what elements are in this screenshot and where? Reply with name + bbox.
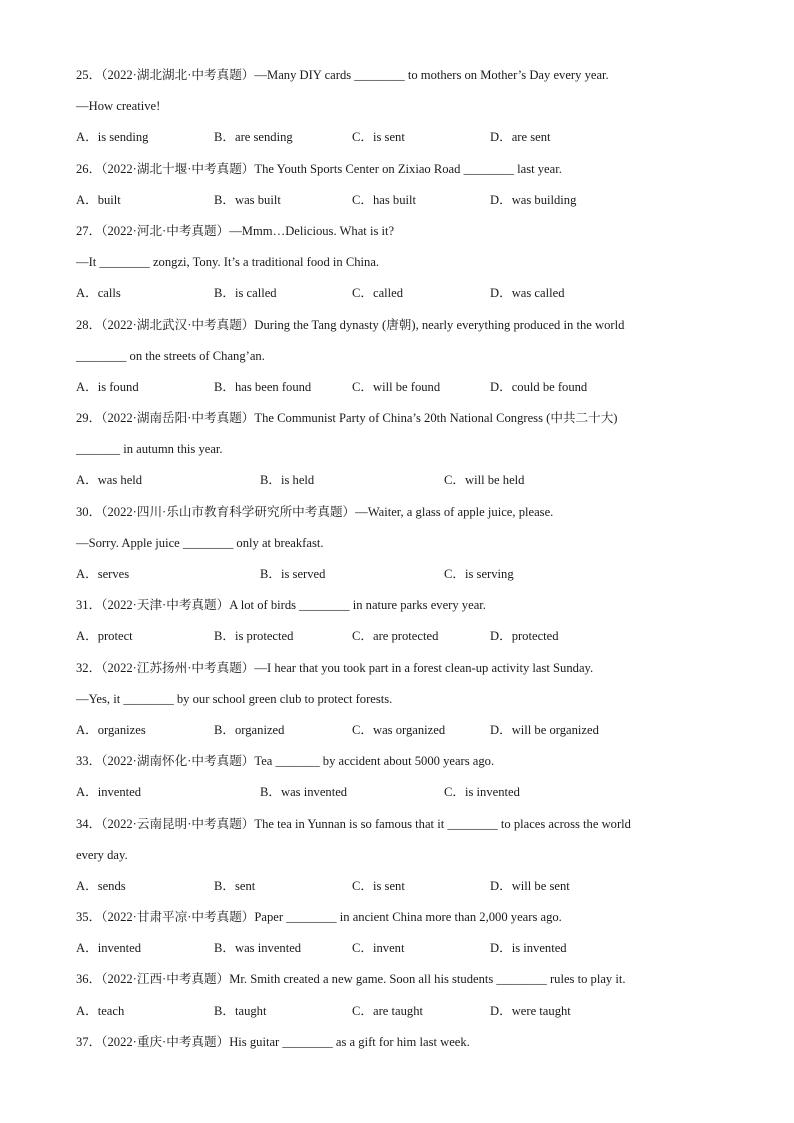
question-stem: 27．（2022·河北·中考真题）—Mmm…Delicious. What is it? (76, 223, 395, 238)
question-33 (76, 746, 716, 808)
option-b: B．are sending (214, 130, 293, 145)
option-a: A．teach (76, 1003, 125, 1018)
question-stem: 35．（2022·甘肃平凉·中考真题）Paper ________ in ancient China more than 2,000 years ago. (76, 910, 562, 925)
option-a: A．serves (76, 567, 130, 581)
option-b: B．has been found (214, 379, 312, 394)
option-b: B．was built (214, 192, 281, 207)
option-d: D．was building (490, 192, 577, 207)
option-c: C．is sent (352, 130, 405, 145)
option-b: B．organized (214, 722, 285, 737)
option-d: D．protected (490, 629, 559, 644)
option-c: C．is serving (444, 567, 514, 581)
question-25 (76, 60, 716, 154)
options-row (76, 185, 716, 216)
option-d: D．could be found (490, 379, 588, 394)
option-a: A．sends (76, 878, 126, 893)
option-b: B．taught (214, 1003, 267, 1018)
question-29 (76, 403, 716, 497)
options-row (76, 559, 716, 590)
option-b: B．was invented (260, 785, 348, 800)
question-continuation: —It ________ zongzi, Tony. It’s a traditional food in China. (76, 255, 380, 270)
exam-document (76, 60, 716, 1058)
option-b: B．is called (214, 286, 277, 301)
options-row (76, 777, 716, 808)
question-36 (76, 964, 716, 1026)
options-row (76, 465, 716, 496)
options-row (76, 871, 716, 902)
question-stem: 30．（2022·四川·乐山市教育科学研究所中考真题）—Waiter, a glass of apple juice, please. (76, 504, 554, 519)
options-row (76, 621, 716, 652)
question-continuation: —How creative! (76, 99, 161, 114)
option-d: D．were taught (490, 1003, 571, 1018)
question-31 (76, 590, 716, 652)
question-27 (76, 216, 716, 310)
option-d: D．will be sent (490, 878, 570, 893)
question-32 (76, 653, 716, 747)
option-c: C．was organized (352, 722, 446, 737)
option-b: B．is protected (214, 629, 294, 644)
option-c: C．are taught (352, 1003, 423, 1018)
option-a: A．protect (76, 629, 133, 644)
option-c: C．are protected (352, 629, 439, 644)
option-c: C．has built (352, 192, 417, 207)
option-a: A．invented (76, 941, 142, 956)
options-row (76, 933, 716, 964)
question-35 (76, 902, 716, 964)
question-26 (76, 154, 716, 216)
option-a: A．calls (76, 286, 121, 301)
question-stem: 31．（2022·天津·中考真题）A lot of birds ________ in nature parks every year. (76, 598, 486, 613)
question-continuation: —Sorry. Apple juice ________ only at breakfast. (76, 535, 324, 550)
options-row (76, 715, 716, 746)
question-28 (76, 310, 716, 404)
option-b: B．is served (260, 567, 326, 581)
option-a: A．is found (76, 379, 139, 394)
question-continuation: ________ on the streets of Chang’an. (76, 348, 265, 363)
option-a: A．was held (76, 473, 143, 488)
option-c: C．will be found (352, 379, 441, 394)
question-stem: 32．（2022·江苏扬州·中考真题）—I hear that you took part in a forest clean-up activity last Sunday. (76, 660, 594, 675)
question-continuation: every day. (76, 847, 128, 862)
options-row (76, 278, 716, 309)
option-b: B．sent (214, 878, 256, 893)
option-c: C．invent (352, 941, 405, 956)
question-37 (76, 1027, 716, 1058)
option-c: C．will be held (444, 473, 525, 488)
option-a: A．built (76, 192, 121, 207)
question-continuation: _______ in autumn this year. (76, 442, 223, 457)
option-c: C．is invented (444, 785, 520, 800)
option-b: B．was invented (214, 941, 302, 956)
question-continuation: —Yes, it ________ by our school green club to protect forests. (76, 691, 393, 706)
question-stem: 29．（2022·湖南岳阳·中考真题）The Communist Party of China’s 20th National Congress (中共二十大) (76, 411, 618, 426)
option-c: C．called (352, 286, 404, 301)
question-stem: 25．（2022·湖北湖北·中考真题）—Many DIY cards ________ to mothers on Mother’s Day every year. (76, 68, 609, 82)
question-stem: 34．（2022·云南昆明·中考真题）The tea in Yunnan is so famous that it ________ to places across the world (76, 816, 631, 831)
question-stem: 28．（2022·湖北武汉·中考真题）During the Tang dynasty (唐朝), nearly everything produced in the world (76, 317, 625, 332)
option-d: D．is invented (490, 941, 567, 956)
options-row (76, 996, 716, 1027)
question-30 (76, 497, 716, 591)
question-34 (76, 809, 716, 903)
option-d: D．are sent (490, 130, 551, 145)
question-stem: 37．（2022·重庆·中考真题）His guitar ________ as a gift for him last week. (76, 1034, 470, 1049)
option-d: D．will be organized (490, 722, 599, 737)
question-stem: 26．（2022·湖北十堰·中考真题）The Youth Sports Center on Zixiao Road ________ last year. (76, 161, 562, 176)
options-row (76, 372, 716, 403)
question-stem: 33．（2022·湖南怀化·中考真题）Tea _______ by accident about 5000 years ago. (76, 754, 495, 769)
question-stem: 36．（2022·江西·中考真题）Mr. Smith created a new game. Soon all his students ________ rules to play it. (76, 972, 626, 987)
option-a: A．organizes (76, 722, 146, 737)
options-row (76, 122, 716, 153)
option-b: B．is held (260, 473, 315, 488)
option-d: D．was called (490, 286, 565, 301)
option-c: C．is sent (352, 878, 405, 893)
option-a: A．invented (76, 785, 142, 800)
option-a: A．is sending (76, 130, 149, 145)
